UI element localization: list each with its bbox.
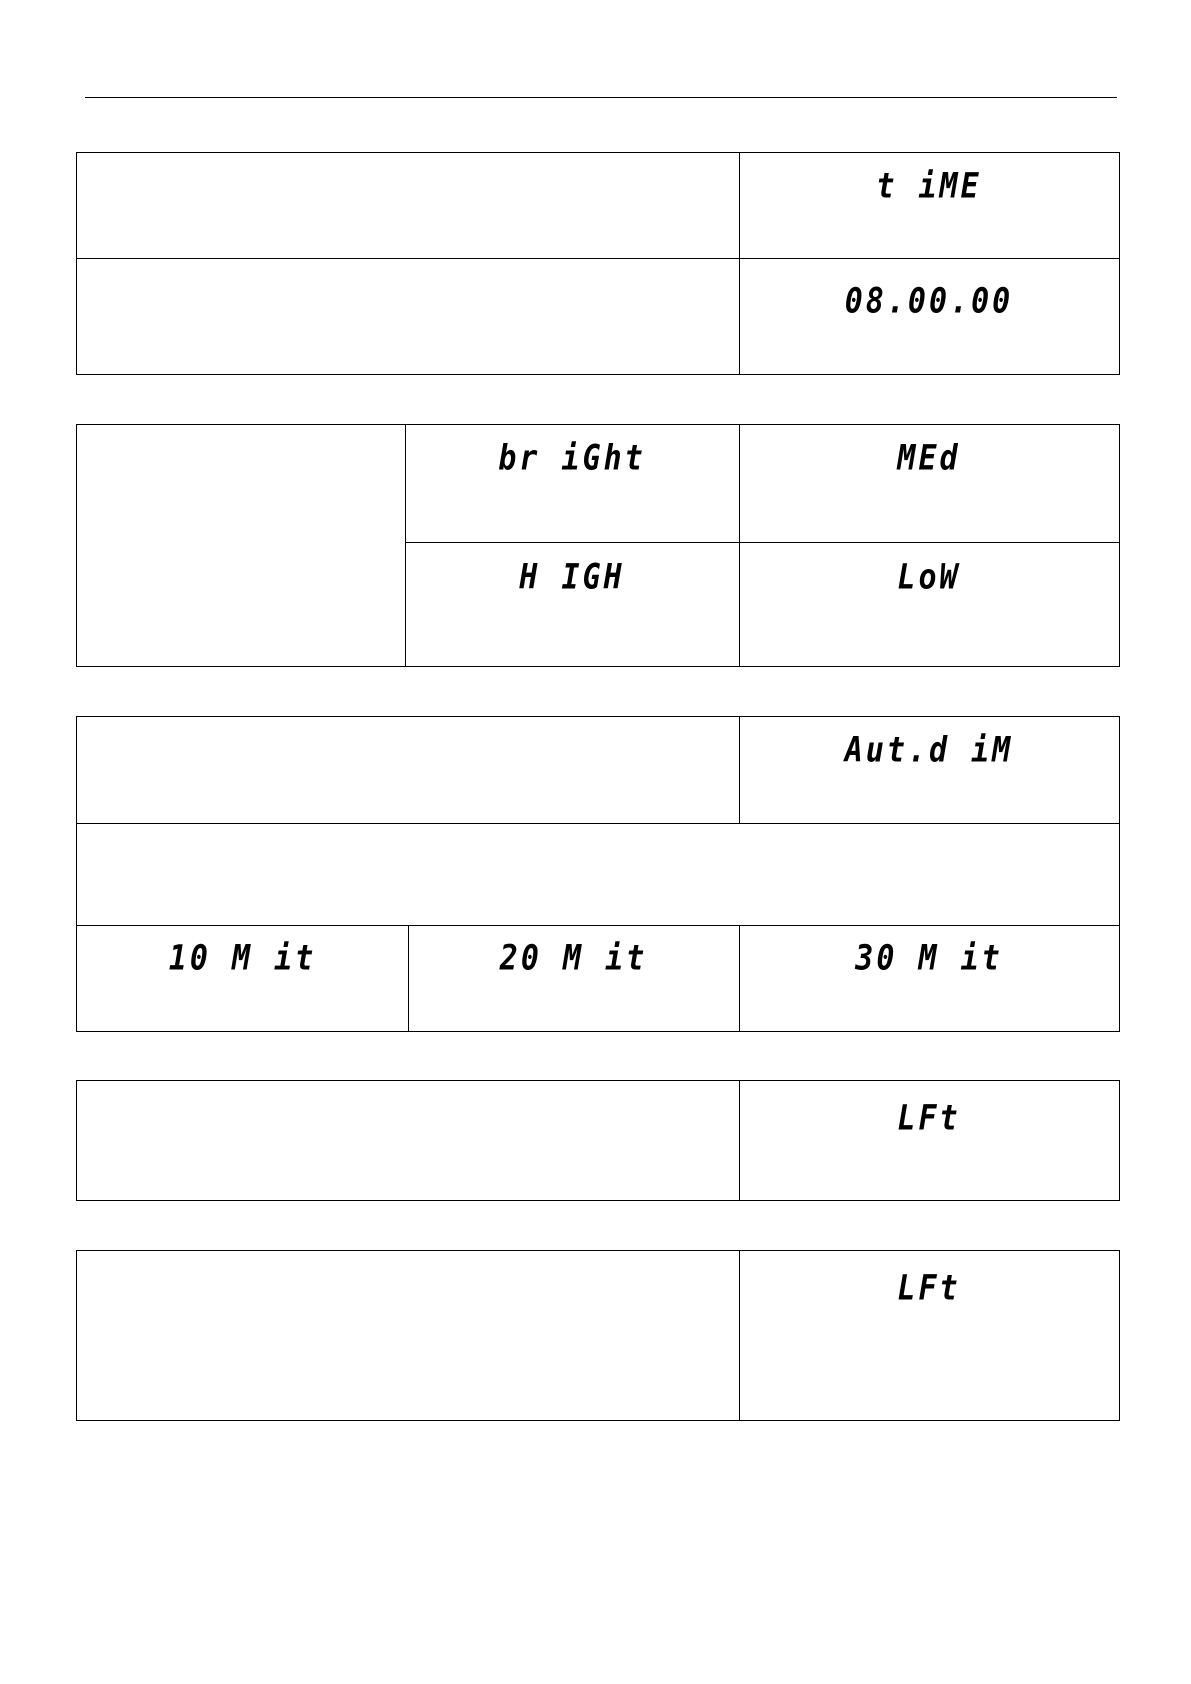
lcd-high-option: H IGH bbox=[519, 557, 625, 598]
lcd-20-min-option: 20 M it bbox=[499, 938, 648, 979]
lft-menu-cell-1 bbox=[739, 1081, 1119, 1200]
brightness-high-cell bbox=[405, 542, 739, 666]
brightness-med-cell bbox=[739, 425, 1119, 542]
auto-dim-table bbox=[76, 716, 1120, 1032]
auto-dim-30-cell bbox=[739, 925, 1119, 1031]
time-setting-cell bbox=[77, 258, 739, 374]
time-value-cell bbox=[739, 258, 1119, 374]
lft-description-cell-2 bbox=[77, 1251, 739, 1420]
lcd-lft-label-2: LFt bbox=[897, 1268, 961, 1309]
lcd-lft-label-1: LFt bbox=[897, 1098, 961, 1139]
brightness-table bbox=[76, 424, 1120, 667]
lcd-time-value: 08.00.00 bbox=[844, 281, 1014, 322]
header-rule bbox=[85, 97, 1117, 98]
lcd-autodim-label: Aut.d iM bbox=[844, 730, 1014, 771]
lft-table-2 bbox=[76, 1250, 1120, 1421]
lft-description-cell-1 bbox=[77, 1081, 739, 1200]
time-description-cell bbox=[77, 153, 739, 258]
auto-dim-note-cell bbox=[77, 823, 1119, 925]
brightness-low-cell bbox=[739, 542, 1119, 666]
time-menu-cell bbox=[739, 153, 1119, 258]
lcd-bright-label: br iGht bbox=[498, 438, 646, 479]
lcd-10-min-option: 10 M it bbox=[168, 938, 317, 979]
lcd-med-option: MEd bbox=[897, 438, 961, 479]
lcd-low-option: LoW bbox=[897, 557, 961, 598]
lcd-30-min-option: 30 M it bbox=[855, 938, 1003, 979]
lft-table-1 bbox=[76, 1080, 1120, 1201]
brightness-description-cell bbox=[77, 425, 405, 666]
auto-dim-description-cell bbox=[77, 717, 739, 823]
lft-menu-cell-2 bbox=[739, 1251, 1119, 1420]
auto-dim-10-cell bbox=[77, 925, 408, 1031]
auto-dim-menu-cell bbox=[739, 717, 1119, 823]
brightness-menu-cell bbox=[405, 425, 739, 542]
lcd-time-label: t iME bbox=[876, 166, 982, 207]
auto-dim-20-cell bbox=[408, 925, 739, 1031]
time-table bbox=[76, 152, 1120, 375]
